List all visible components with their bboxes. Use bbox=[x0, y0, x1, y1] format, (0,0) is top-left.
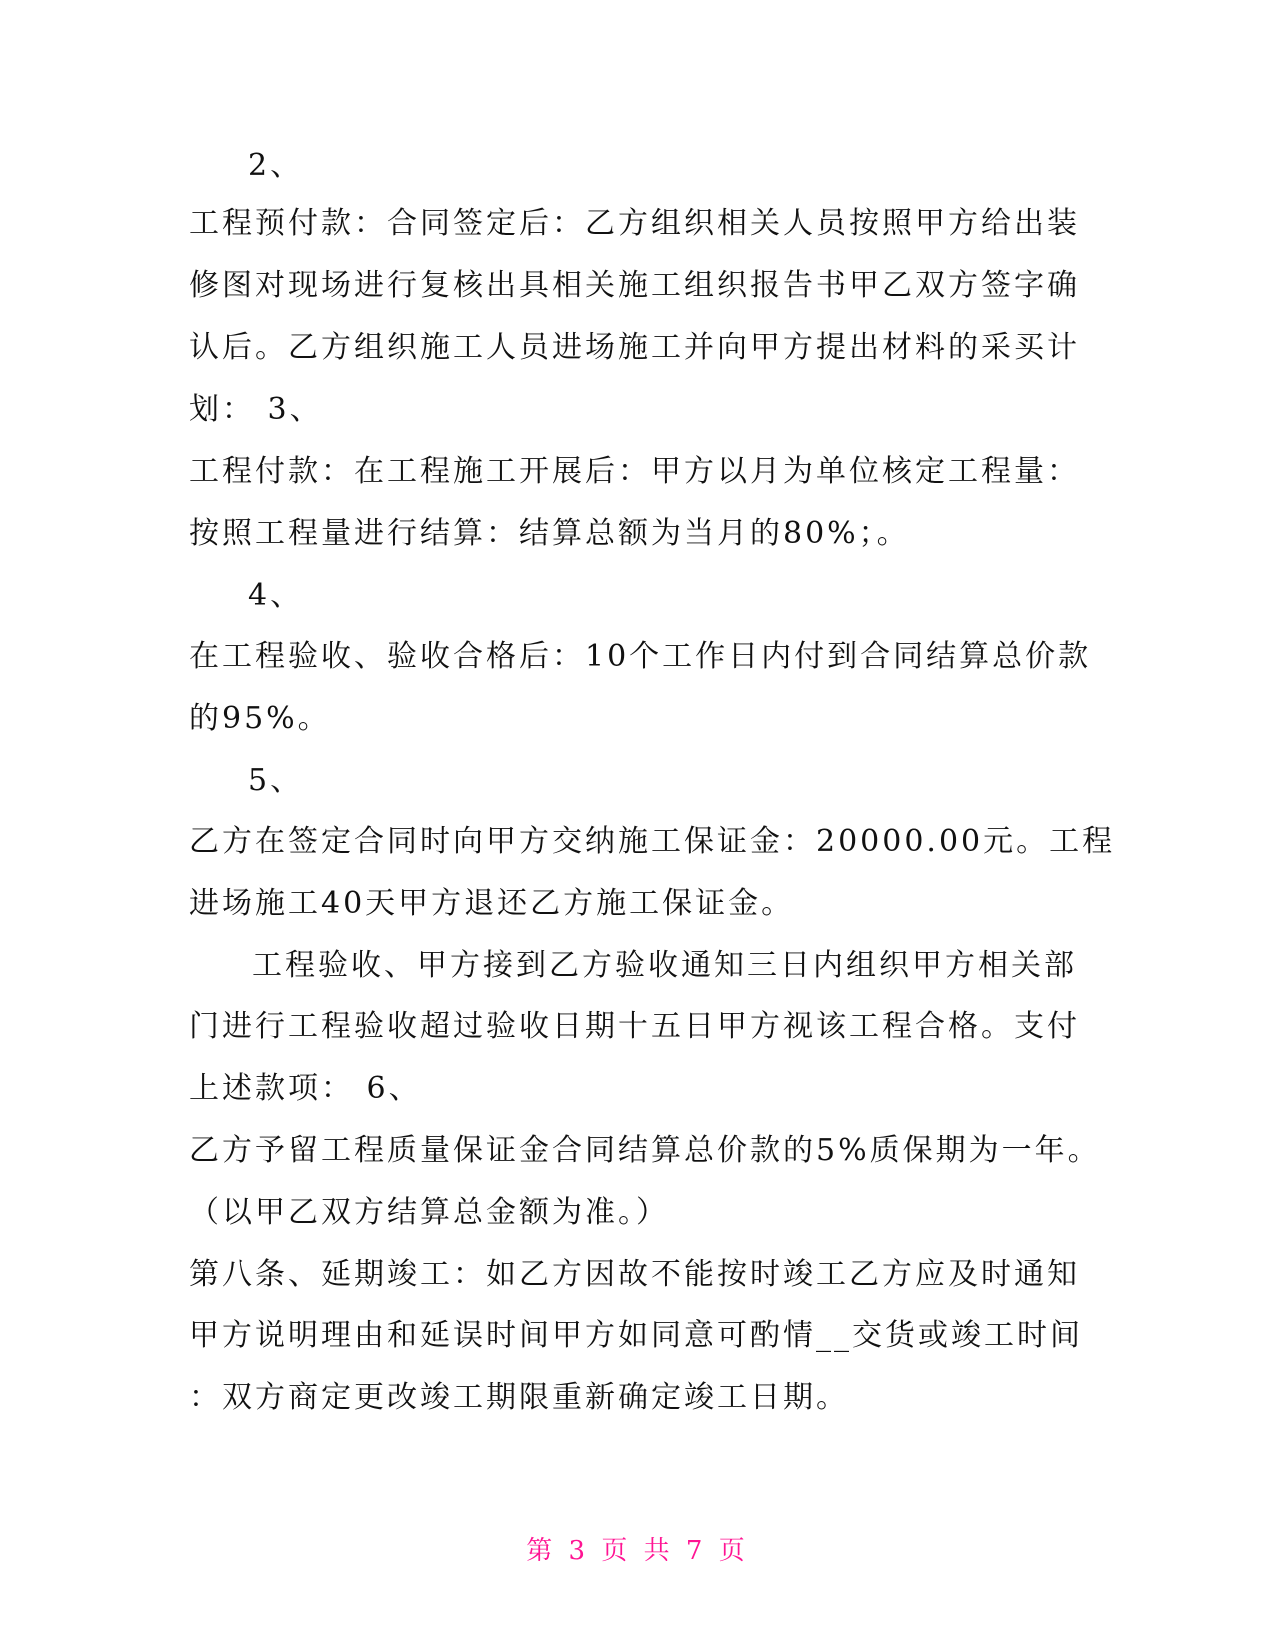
paragraph-line: 工程预付款：合同签定后：乙方组织相关人员按照甲方给出装 bbox=[189, 206, 1080, 241]
item-number-4: 4、 bbox=[248, 578, 304, 613]
item-number-2: 2、 bbox=[248, 148, 304, 183]
paragraph-line: 第八条、延期竣工：如乙方因故不能按时竣工乙方应及时通知 bbox=[189, 1257, 1080, 1292]
paragraph-line: （以甲乙双方结算总金额为准。） bbox=[189, 1195, 669, 1230]
paragraph-line: 修图对现场进行复核出具相关施工组织报告书甲乙双方签字确 bbox=[189, 268, 1080, 303]
paragraph-line: 门进行工程验收超过验收日期十五日甲方视该工程合格。支付 bbox=[189, 1009, 1080, 1044]
item-number-5: 5、 bbox=[248, 763, 304, 798]
paragraph-line: 在工程验收、验收合格后：10个工作日内付到合同结算总价款 bbox=[189, 639, 1092, 674]
paragraph-line: 的95%。 bbox=[189, 701, 331, 736]
paragraph-line: 乙方在签定合同时向甲方交纳施工保证金：20000.00元。工程 bbox=[189, 824, 1116, 859]
paragraph-line: 认后。乙方组织施工人员进场施工并向甲方提出材料的采买计 bbox=[189, 330, 1080, 365]
paragraph-line: 乙方予留工程质量保证金合同结算总价款的5%质保期为一年。 bbox=[189, 1133, 1101, 1168]
paragraph-line: 工程付款：在工程施工开展后：甲方以月为单位核定工程量： bbox=[189, 454, 1080, 489]
paragraph-line: 上述款项： 6、 bbox=[189, 1071, 422, 1106]
paragraph-line: 按照工程量进行结算：结算总额为当月的80%；。 bbox=[189, 516, 910, 551]
paragraph-line: 甲方说明理由和延误时间甲方如同意可酌情__交货或竣工时间 bbox=[189, 1318, 1083, 1353]
paragraph-line: 进场施工40天甲方退还乙方施工保证金。 bbox=[189, 886, 795, 921]
page-footer: 第 3 页 共 7 页 bbox=[526, 1536, 749, 1566]
paragraph-line: 划： 3、 bbox=[189, 392, 323, 427]
paragraph-line: 工程验收、甲方接到乙方验收通知三日内组织甲方相关部 bbox=[252, 948, 1077, 983]
paragraph-line: ：双方商定更改竣工期限重新确定竣工日期。 bbox=[189, 1380, 849, 1415]
